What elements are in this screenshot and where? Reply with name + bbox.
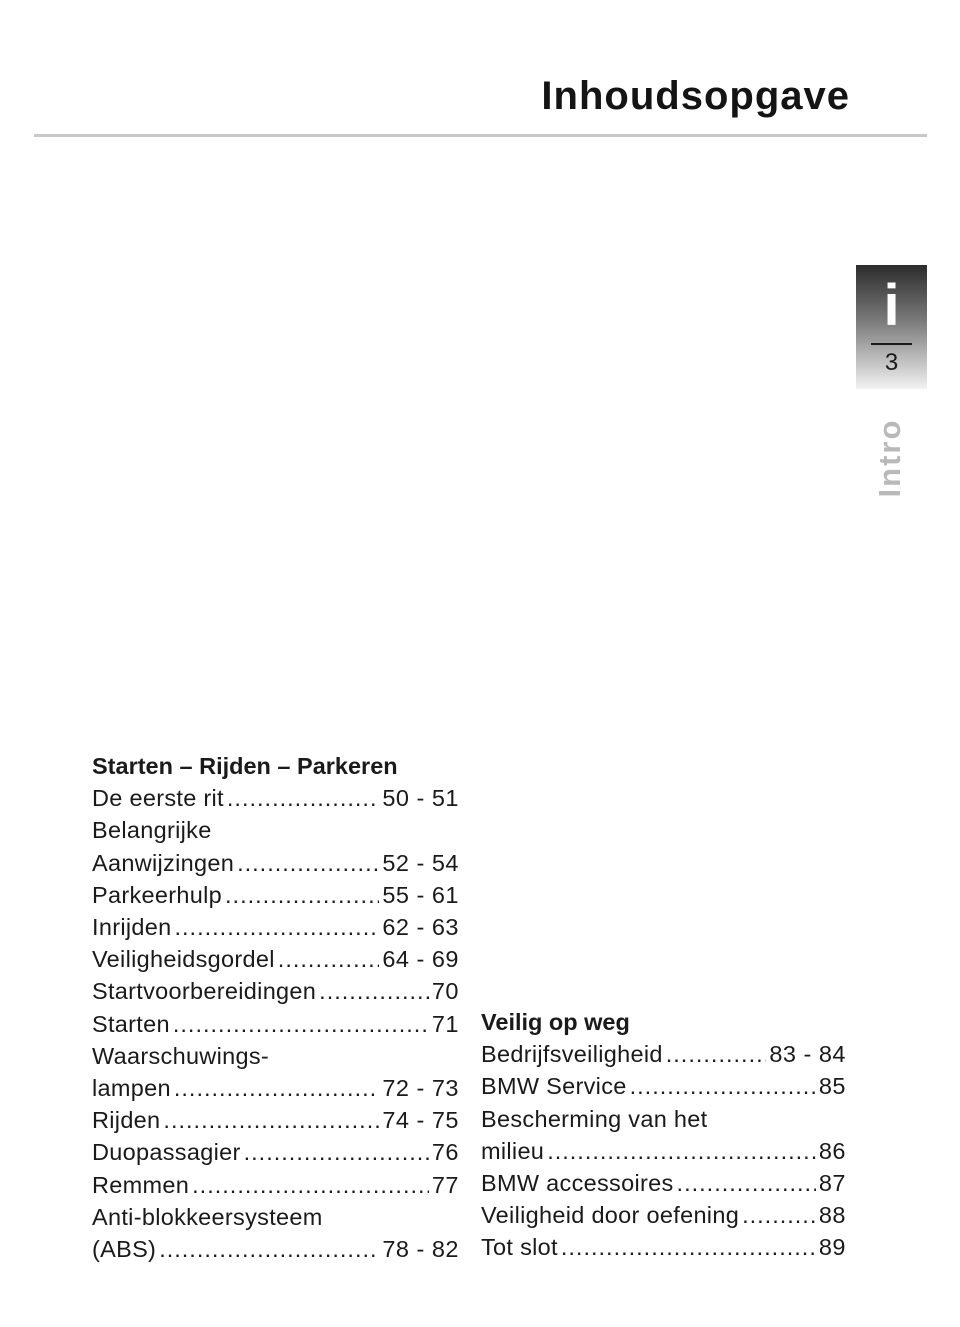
- toc-column-right: [481, 1006, 846, 1264]
- toc-leader-dots: [192, 1169, 429, 1201]
- info-i-icon: i: [883, 273, 900, 338]
- toc-entry: [92, 911, 459, 943]
- toc-entry-title: Startvoorbereidingen: [92, 978, 317, 1005]
- section-label: Intro: [872, 418, 907, 498]
- toc-leader-dots: [163, 1104, 379, 1136]
- toc-entry-page: 88: [818, 1202, 846, 1229]
- page-number: 3: [884, 349, 899, 376]
- toc-leader-dots: [630, 1070, 816, 1102]
- toc-entry-title: Parkeerhulp: [92, 881, 223, 908]
- toc-entry-title: Rijden: [92, 1107, 161, 1134]
- toc-entry-page: 62 - 63: [382, 914, 459, 941]
- toc-entry: [481, 1231, 846, 1263]
- toc-entry: [92, 1136, 459, 1168]
- toc-entry-title: BMW Service: [481, 1073, 627, 1100]
- toc-entry-page: 89: [818, 1234, 846, 1261]
- toc-entry-title: Veiligheidsgordel: [92, 946, 275, 973]
- toc-leader-dots: [173, 1008, 429, 1040]
- toc-entry: [92, 1008, 459, 1040]
- toc-entry-title: Waarschuwings-: [92, 1042, 270, 1069]
- toc-entry: [481, 1167, 846, 1199]
- toc-leader-dots: [547, 1135, 816, 1167]
- toc-entry: [92, 1040, 459, 1072]
- toc-leader-dots: [244, 1136, 429, 1168]
- toc-entry: [481, 1103, 846, 1135]
- toc-column-left: [92, 750, 459, 1265]
- toc-entry: [92, 943, 459, 975]
- toc-entry-title: lampen: [92, 1075, 171, 1102]
- toc-entry: [481, 1199, 846, 1231]
- toc-entry-page: 83 - 84: [769, 1041, 846, 1068]
- toc-leader-dots: [174, 1072, 379, 1104]
- toc-leader-dots: [278, 943, 380, 975]
- toc-entry-page: 85: [818, 1073, 846, 1100]
- toc-entry-page: 64 - 69: [382, 946, 459, 973]
- toc-entry-page: 55 - 61: [382, 881, 459, 908]
- toc-leader-dots: [677, 1167, 816, 1199]
- toc-entry-page: 50 - 51: [382, 785, 459, 812]
- toc-leader-dots: [319, 975, 429, 1007]
- toc-entry-page: 71: [431, 1010, 459, 1037]
- header-divider: [34, 134, 927, 137]
- toc-leader-dots: [174, 911, 379, 943]
- toc-entry-page: 76: [431, 1139, 459, 1166]
- toc-leader-dots: [742, 1199, 816, 1231]
- toc-entry: [92, 1233, 459, 1265]
- toc-entry: [481, 1038, 846, 1070]
- toc-leader-dots: [561, 1231, 816, 1263]
- toc-entry-title: milieu: [481, 1137, 545, 1164]
- toc-entry-title: Veiligheid door oefening: [481, 1202, 740, 1229]
- toc-entry-title: Tot slot: [481, 1234, 558, 1261]
- toc-entry-page: 87: [818, 1170, 846, 1197]
- toc-entry: [92, 975, 459, 1007]
- toc-leader-dots: [666, 1038, 767, 1070]
- toc-entry-page: 72 - 73: [382, 1075, 459, 1102]
- toc-leader-dots: [159, 1233, 379, 1265]
- toc-entry-page: 74 - 75: [382, 1107, 459, 1134]
- toc-entry-title: Belangrijke: [92, 817, 212, 844]
- toc-entry: [481, 1135, 846, 1167]
- toc-heading: Veilig op weg: [481, 1009, 630, 1035]
- toc-entry-title: Anti-blokkeersysteem: [92, 1203, 323, 1230]
- toc-entry-title: (ABS): [92, 1236, 157, 1263]
- toc-entry-title: Duopassagier: [92, 1139, 241, 1166]
- toc-entry: [92, 1072, 459, 1104]
- toc-entry-title: Starten: [92, 1010, 170, 1037]
- toc-entry: [92, 847, 459, 879]
- toc-entry: [92, 782, 459, 814]
- toc-leader-dots: [227, 782, 379, 814]
- toc-leader-dots: [237, 847, 379, 879]
- toc-entry: [92, 879, 459, 911]
- toc-entry: [92, 814, 459, 846]
- toc-entry-page: 78 - 82: [382, 1236, 459, 1263]
- toc-entry: [92, 1169, 459, 1201]
- toc-heading: Starten – Rijden – Parkeren: [92, 753, 398, 779]
- page-title: Inhoudsopgave: [541, 74, 850, 118]
- toc-entry-title: Aanwijzingen: [92, 849, 235, 876]
- toc-entry-title: Remmen: [92, 1171, 190, 1198]
- toc-entry: [92, 1104, 459, 1136]
- toc-entry-page: 86: [818, 1137, 846, 1164]
- chapter-tab-divider: [871, 343, 912, 345]
- chapter-tab: [856, 265, 927, 389]
- toc-entry-title: Inrijden: [92, 914, 172, 941]
- toc-entry-title: BMW accessoires: [481, 1170, 674, 1197]
- toc-leader-dots: [225, 879, 379, 911]
- toc-entry-page: 70: [431, 978, 459, 1005]
- toc-entry-page: 52 - 54: [382, 849, 459, 876]
- toc-entry-page: 77: [431, 1171, 459, 1198]
- toc-entry-title: De eerste rit: [92, 785, 224, 812]
- toc-entry: [481, 1070, 846, 1102]
- toc-entry-title: Bescherming van het: [481, 1105, 708, 1132]
- toc-entry: [92, 1201, 459, 1233]
- toc-entry-title: Bedrijfsveiligheid: [481, 1041, 663, 1068]
